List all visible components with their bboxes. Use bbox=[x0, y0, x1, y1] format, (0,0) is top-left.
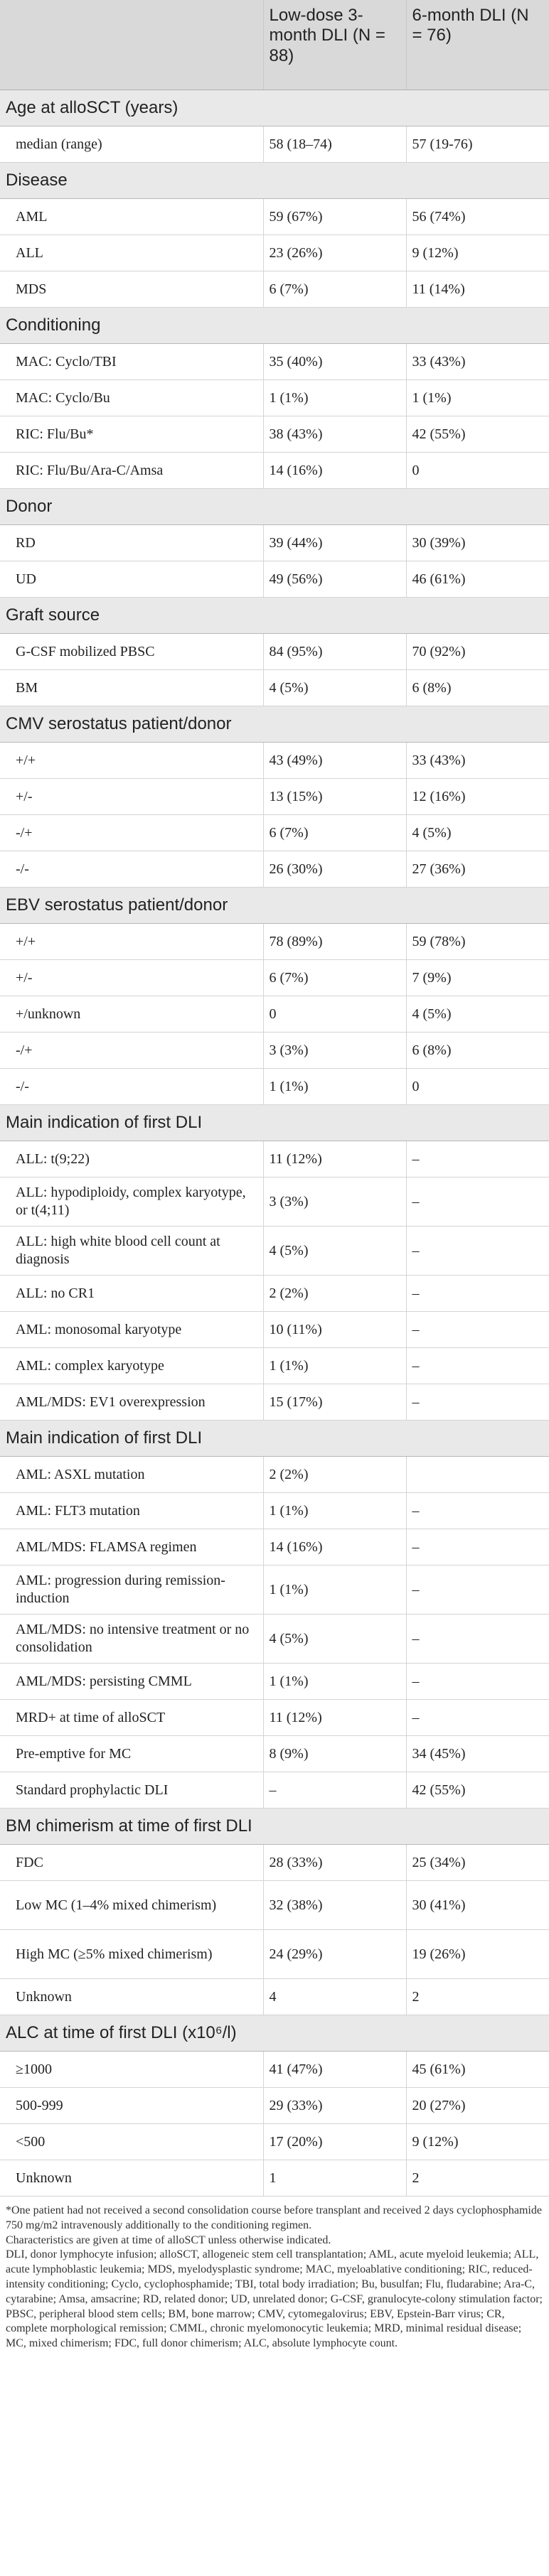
cell-low-dose-3-month: 13 (15%) bbox=[263, 779, 406, 815]
cell-low-dose-3-month: 58 (18–74) bbox=[263, 126, 406, 163]
cell-low-dose-3-month: 26 (30%) bbox=[263, 851, 406, 888]
cell-low-dose-3-month: 6 (7%) bbox=[263, 815, 406, 851]
row-label: -/- bbox=[0, 1069, 263, 1105]
table-row bbox=[0, 1845, 549, 1881]
row-label: median (range) bbox=[0, 126, 263, 163]
cell-6-month: 0 bbox=[406, 1069, 549, 1105]
row-label: +/+ bbox=[0, 743, 263, 779]
footnote-asterisk: *One patient had not received a second consolidation course before transplant and received 2 days cyclophosphamide 750 mg/m2 intravenously additionally to the conditioning regimen. bbox=[6, 2204, 542, 2231]
header-col-low-dose-3-month-dli: Low-dose 3-month DLI (N = 88) bbox=[263, 0, 406, 90]
table-header-row bbox=[0, 0, 549, 90]
table-row bbox=[0, 1493, 549, 1529]
section-header-row bbox=[0, 598, 549, 634]
row-label: AML: FLT3 mutation bbox=[0, 1493, 263, 1529]
row-label: ALL: no CR1 bbox=[0, 1276, 263, 1312]
section-header-row bbox=[0, 163, 549, 199]
row-label: RD bbox=[0, 525, 263, 561]
cell-6-month: 6 (8%) bbox=[406, 1033, 549, 1069]
table-row bbox=[0, 1312, 549, 1348]
cell-6-month: 46 (61%) bbox=[406, 561, 549, 598]
row-label: +/unknown bbox=[0, 996, 263, 1033]
row-label: +/+ bbox=[0, 924, 263, 960]
cell-low-dose-3-month: 1 (1%) bbox=[263, 1348, 406, 1384]
table-row bbox=[0, 1348, 549, 1384]
cell-low-dose-3-month: 1 (1%) bbox=[263, 380, 406, 416]
cell-low-dose-3-month: 15 (17%) bbox=[263, 1384, 406, 1421]
table-row bbox=[0, 1033, 549, 1069]
footnote-abbreviations: DLI, donor lymphocyte infusion; alloSCT, allogeneic stem cell transplantation; AML, acute myeloid leukemia; ALL, acute lymphoblastic leukemia; MDS, myelodysplastic syndrome; MAC, myeloablative conditioning; RIC, reduced-intensity conditioning; Cyclo, cyclophosphamide; TBI, total body irradiation; Bu, busulfan; Flu, fludarabine; Ara-C, cytarabine; Amsa, amsacrine; RD, related donor; UD, unrelated donor; G-CSF, granulocyte-colony stimulation factor; PBSC, peripheral blood stem cells; BM, bone marrow; CMV, cytomegalovirus; EBV, Epstein-Barr virus; CR, complete morphological remission; CMML, chronic myelomonocytic leukemia; MRD, minimal residual disease; MC, mixed chimerism; FDC, full donor chimerism; ALC, absolute lymphocyte count. bbox=[6, 2248, 543, 2350]
row-label: AML/MDS: persisting CMML bbox=[0, 1664, 263, 1700]
cell-6-month: 25 (34%) bbox=[406, 1845, 549, 1881]
table-row bbox=[0, 235, 549, 271]
row-label: ALL bbox=[0, 235, 263, 271]
cell-low-dose-3-month: 43 (49%) bbox=[263, 743, 406, 779]
cell-6-month: 20 (27%) bbox=[406, 2088, 549, 2124]
cell-6-month: 6 (8%) bbox=[406, 670, 549, 706]
row-label: ALL: t(9;22) bbox=[0, 1141, 263, 1177]
cell-low-dose-3-month: 1 bbox=[263, 2160, 406, 2197]
cell-6-month: 59 (78%) bbox=[406, 924, 549, 960]
cell-low-dose-3-month: 1 (1%) bbox=[263, 1069, 406, 1105]
row-label: ALL: high white blood cell count at diagnosis bbox=[0, 1227, 263, 1276]
cell-6-month: 27 (36%) bbox=[406, 851, 549, 888]
table-row bbox=[0, 1772, 549, 1809]
cell-6-month: 19 (26%) bbox=[406, 1930, 549, 1979]
table-footnotes bbox=[0, 2197, 549, 2351]
cell-low-dose-3-month: 14 (16%) bbox=[263, 1529, 406, 1565]
table-row bbox=[0, 2052, 549, 2088]
cell-low-dose-3-month: 6 (7%) bbox=[263, 271, 406, 308]
table-row bbox=[0, 670, 549, 706]
cell-low-dose-3-month: 3 (3%) bbox=[263, 1177, 406, 1227]
table-row bbox=[0, 416, 549, 453]
row-label: AML: complex karyotype bbox=[0, 1348, 263, 1384]
table-row bbox=[0, 1930, 549, 1979]
cell-6-month: 4 (5%) bbox=[406, 996, 549, 1033]
cell-6-month: 45 (61%) bbox=[406, 2052, 549, 2088]
cell-low-dose-3-month: – bbox=[263, 1772, 406, 1809]
cell-6-month: 4 (5%) bbox=[406, 815, 549, 851]
row-label: RIC: Flu/Bu* bbox=[0, 416, 263, 453]
table-row bbox=[0, 743, 549, 779]
cell-low-dose-3-month: 49 (56%) bbox=[263, 561, 406, 598]
cell-6-month: 57 (19-76) bbox=[406, 126, 549, 163]
cell-low-dose-3-month: 1 (1%) bbox=[263, 1493, 406, 1529]
cell-6-month: 70 (92%) bbox=[406, 634, 549, 670]
cell-6-month: 42 (55%) bbox=[406, 416, 549, 453]
cell-6-month: 42 (55%) bbox=[406, 1772, 549, 1809]
row-label: Low MC (1–4% mixed chimerism) bbox=[0, 1881, 263, 1930]
cell-6-month bbox=[406, 1457, 549, 1493]
footnote-timing: Characteristics are given at time of alloSCT unless otherwise indicated. bbox=[6, 2233, 331, 2246]
row-label: BM bbox=[0, 670, 263, 706]
cell-low-dose-3-month: 59 (67%) bbox=[263, 199, 406, 235]
table-row bbox=[0, 380, 549, 416]
cell-6-month: – bbox=[406, 1312, 549, 1348]
row-label: AML/MDS: EV1 overexpression bbox=[0, 1384, 263, 1421]
section-title: Main indication of first DLI bbox=[0, 1105, 549, 1141]
row-label: AML/MDS: no intensive treatment or no consolidation bbox=[0, 1615, 263, 1664]
cell-low-dose-3-month: 14 (16%) bbox=[263, 453, 406, 489]
cell-low-dose-3-month: 1 (1%) bbox=[263, 1565, 406, 1615]
cell-low-dose-3-month: 0 bbox=[263, 996, 406, 1033]
table-row bbox=[0, 924, 549, 960]
table-row bbox=[0, 1615, 549, 1664]
section-title: Conditioning bbox=[0, 308, 549, 344]
table-row bbox=[0, 960, 549, 996]
table-row bbox=[0, 1384, 549, 1421]
cell-low-dose-3-month: 2 (2%) bbox=[263, 1276, 406, 1312]
section-title: BM chimerism at time of first DLI bbox=[0, 1809, 549, 1845]
cell-6-month: 2 bbox=[406, 2160, 549, 2197]
row-label: ALL: hypodiploidy, complex karyotype, or t(4;11) bbox=[0, 1177, 263, 1227]
table-row bbox=[0, 2088, 549, 2124]
row-label: AML: ASXL mutation bbox=[0, 1457, 263, 1493]
cell-6-month: 30 (39%) bbox=[406, 525, 549, 561]
section-title: ALC at time of first DLI (x10⁶/l) bbox=[0, 2015, 549, 2052]
cell-low-dose-3-month: 10 (11%) bbox=[263, 1312, 406, 1348]
row-label: AML: progression during remission-induction bbox=[0, 1565, 263, 1615]
table-row bbox=[0, 1457, 549, 1493]
row-label: Pre-emptive for MC bbox=[0, 1736, 263, 1772]
cell-low-dose-3-month: 28 (33%) bbox=[263, 1845, 406, 1881]
row-label: <500 bbox=[0, 2124, 263, 2160]
cell-6-month: 33 (43%) bbox=[406, 743, 549, 779]
cell-6-month: – bbox=[406, 1700, 549, 1736]
cell-low-dose-3-month: 11 (12%) bbox=[263, 1700, 406, 1736]
cell-low-dose-3-month: 2 (2%) bbox=[263, 1457, 406, 1493]
table-row bbox=[0, 1529, 549, 1565]
section-header-row bbox=[0, 489, 549, 525]
row-label: -/+ bbox=[0, 815, 263, 851]
row-label: Unknown bbox=[0, 2160, 263, 2197]
row-label: FDC bbox=[0, 1845, 263, 1881]
cell-6-month: – bbox=[406, 1227, 549, 1276]
cell-low-dose-3-month: 8 (9%) bbox=[263, 1736, 406, 1772]
section-header-row bbox=[0, 706, 549, 743]
row-label: +/- bbox=[0, 779, 263, 815]
cell-low-dose-3-month: 4 (5%) bbox=[263, 670, 406, 706]
cell-6-month: 9 (12%) bbox=[406, 235, 549, 271]
section-title: Graft source bbox=[0, 598, 549, 634]
cell-6-month: – bbox=[406, 1529, 549, 1565]
row-label: MRD+ at time of alloSCT bbox=[0, 1700, 263, 1736]
section-header-row bbox=[0, 1105, 549, 1141]
table-row bbox=[0, 1141, 549, 1177]
table-row bbox=[0, 1664, 549, 1700]
section-header-row bbox=[0, 1421, 549, 1457]
cell-low-dose-3-month: 4 (5%) bbox=[263, 1227, 406, 1276]
table-row bbox=[0, 1881, 549, 1930]
table-row bbox=[0, 1700, 549, 1736]
section-title: Age at alloSCT (years) bbox=[0, 90, 549, 126]
table-row bbox=[0, 561, 549, 598]
cell-low-dose-3-month: 29 (33%) bbox=[263, 2088, 406, 2124]
table-row bbox=[0, 779, 549, 815]
row-label: MAC: Cyclo/TBI bbox=[0, 344, 263, 380]
cell-low-dose-3-month: 4 (5%) bbox=[263, 1615, 406, 1664]
cell-6-month: 11 (14%) bbox=[406, 271, 549, 308]
header-col-characteristic bbox=[0, 0, 263, 90]
cell-6-month: – bbox=[406, 1565, 549, 1615]
row-label: 500-999 bbox=[0, 2088, 263, 2124]
cell-6-month: – bbox=[406, 1384, 549, 1421]
cell-6-month: 9 (12%) bbox=[406, 2124, 549, 2160]
table-row bbox=[0, 344, 549, 380]
cell-6-month: 0 bbox=[406, 453, 549, 489]
cell-6-month: 12 (16%) bbox=[406, 779, 549, 815]
row-label: UD bbox=[0, 561, 263, 598]
cell-low-dose-3-month: 32 (38%) bbox=[263, 1881, 406, 1930]
section-title: CMV serostatus patient/donor bbox=[0, 706, 549, 743]
table-row bbox=[0, 1069, 549, 1105]
row-label: -/+ bbox=[0, 1033, 263, 1069]
row-label: ≥1000 bbox=[0, 2052, 263, 2088]
table-row bbox=[0, 271, 549, 308]
table-body bbox=[0, 90, 549, 2197]
cell-low-dose-3-month: 23 (26%) bbox=[263, 235, 406, 271]
row-label: MAC: Cyclo/Bu bbox=[0, 380, 263, 416]
table-row bbox=[0, 126, 549, 163]
table-row bbox=[0, 851, 549, 888]
cell-low-dose-3-month: 11 (12%) bbox=[263, 1141, 406, 1177]
cell-6-month: – bbox=[406, 1348, 549, 1384]
cell-low-dose-3-month: 6 (7%) bbox=[263, 960, 406, 996]
cell-6-month: – bbox=[406, 1615, 549, 1664]
cell-low-dose-3-month: 35 (40%) bbox=[263, 344, 406, 380]
section-title: Main indication of first DLI bbox=[0, 1421, 549, 1457]
cell-6-month: – bbox=[406, 1177, 549, 1227]
row-label: High MC (≥5% mixed chimerism) bbox=[0, 1930, 263, 1979]
table-row bbox=[0, 634, 549, 670]
section-header-row bbox=[0, 308, 549, 344]
cell-6-month: 34 (45%) bbox=[406, 1736, 549, 1772]
row-label: -/- bbox=[0, 851, 263, 888]
cell-low-dose-3-month: 84 (95%) bbox=[263, 634, 406, 670]
table-row bbox=[0, 1177, 549, 1227]
section-title: EBV serostatus patient/donor bbox=[0, 888, 549, 924]
cell-low-dose-3-month: 4 bbox=[263, 1979, 406, 2015]
cell-low-dose-3-month: 1 (1%) bbox=[263, 1664, 406, 1700]
cell-low-dose-3-month: 39 (44%) bbox=[263, 525, 406, 561]
header-col-6-month-dli: 6-month DLI (N = 76) bbox=[406, 0, 549, 90]
cell-6-month: – bbox=[406, 1493, 549, 1529]
section-title: Donor bbox=[0, 489, 549, 525]
cell-low-dose-3-month: 38 (43%) bbox=[263, 416, 406, 453]
row-label: AML bbox=[0, 199, 263, 235]
cell-low-dose-3-month: 24 (29%) bbox=[263, 1930, 406, 1979]
cell-6-month: 2 bbox=[406, 1979, 549, 2015]
cell-6-month: 33 (43%) bbox=[406, 344, 549, 380]
table-row bbox=[0, 2124, 549, 2160]
table-row bbox=[0, 815, 549, 851]
cell-low-dose-3-month: 17 (20%) bbox=[263, 2124, 406, 2160]
cell-6-month: – bbox=[406, 1276, 549, 1312]
cell-6-month: 1 (1%) bbox=[406, 380, 549, 416]
cell-6-month: 30 (41%) bbox=[406, 1881, 549, 1930]
table-row bbox=[0, 199, 549, 235]
table-row bbox=[0, 1979, 549, 2015]
table-row bbox=[0, 996, 549, 1033]
cell-6-month: 56 (74%) bbox=[406, 199, 549, 235]
row-label: G-CSF mobilized PBSC bbox=[0, 634, 263, 670]
table-row bbox=[0, 1565, 549, 1615]
table-row bbox=[0, 1227, 549, 1276]
row-label: Standard prophylactic DLI bbox=[0, 1772, 263, 1809]
cell-low-dose-3-month: 78 (89%) bbox=[263, 924, 406, 960]
section-header-row bbox=[0, 2015, 549, 2052]
row-label: RIC: Flu/Bu/Ara-C/Amsa bbox=[0, 453, 263, 489]
section-header-row bbox=[0, 888, 549, 924]
section-header-row bbox=[0, 90, 549, 126]
row-label: +/- bbox=[0, 960, 263, 996]
row-label: MDS bbox=[0, 271, 263, 308]
row-label: AML/MDS: FLAMSA regimen bbox=[0, 1529, 263, 1565]
section-header-row bbox=[0, 1809, 549, 1845]
row-label: Unknown bbox=[0, 1979, 263, 2015]
cell-low-dose-3-month: 3 (3%) bbox=[263, 1033, 406, 1069]
cell-6-month: – bbox=[406, 1664, 549, 1700]
table-row bbox=[0, 2160, 549, 2197]
section-title: Disease bbox=[0, 163, 549, 199]
table-row bbox=[0, 1276, 549, 1312]
table-row bbox=[0, 453, 549, 489]
cell-low-dose-3-month: 41 (47%) bbox=[263, 2052, 406, 2088]
cell-6-month: – bbox=[406, 1141, 549, 1177]
table-row bbox=[0, 1736, 549, 1772]
row-label: AML: monosomal karyotype bbox=[0, 1312, 263, 1348]
cell-6-month: 7 (9%) bbox=[406, 960, 549, 996]
table-row bbox=[0, 525, 549, 561]
